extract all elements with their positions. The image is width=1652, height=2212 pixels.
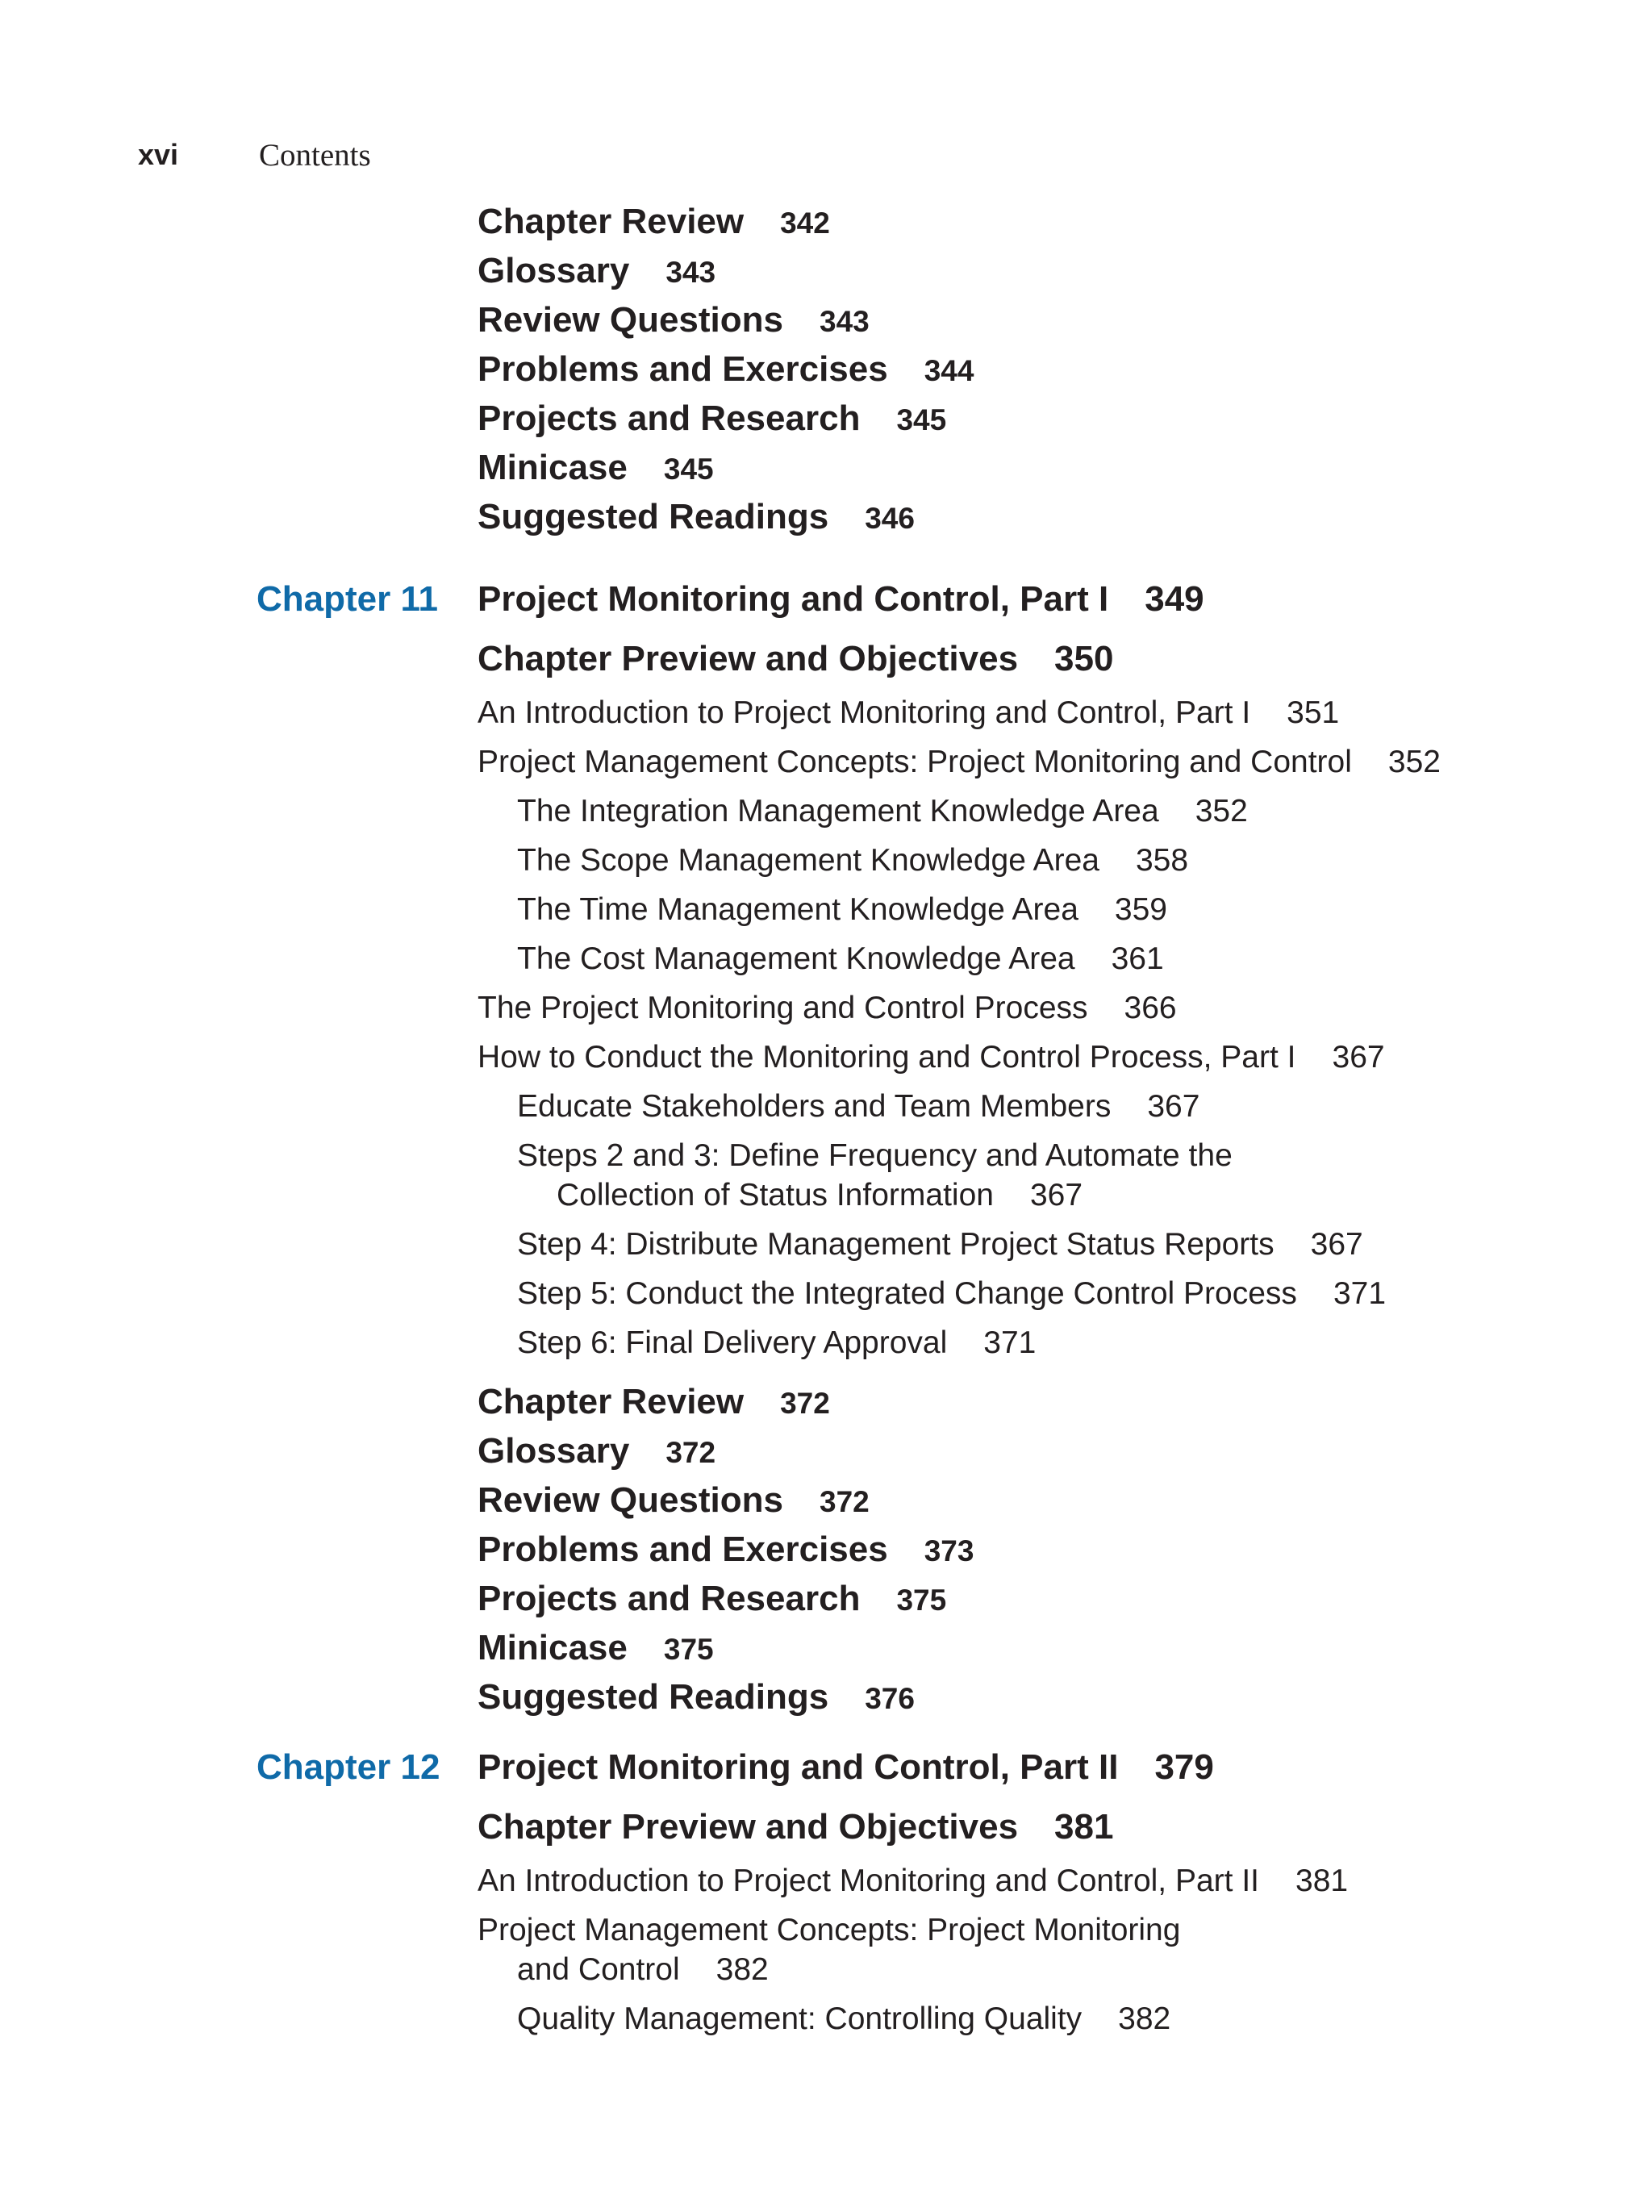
toc-entry-page: 373	[924, 1534, 974, 1567]
toc-section-continuation[interactable]	[517, 1952, 769, 1988]
chapter-title-entry[interactable]	[478, 1747, 1214, 1788]
toc-entry-title: Chapter Review	[478, 202, 745, 241]
toc-subsection[interactable]	[517, 1227, 1363, 1263]
toc-entry-title: Glossary	[478, 251, 630, 290]
toc-entry[interactable]	[478, 251, 715, 291]
toc-entry[interactable]	[478, 202, 830, 242]
toc-entry[interactable]	[478, 639, 1113, 679]
toc-entry-page: 345	[663, 453, 714, 486]
toc-entry-title: Problems and Exercises	[478, 349, 888, 389]
toc-subsection-title: Collection of Status Information	[557, 1178, 994, 1212]
toc-entry-page: 372	[665, 1436, 716, 1469]
toc-subsection-page: 367	[1029, 1178, 1083, 1212]
toc-section[interactable]	[478, 1913, 1180, 1948]
toc-entry-page: 345	[896, 403, 947, 436]
toc-section-page: 381	[1295, 1864, 1349, 1898]
toc-subsection-page: 359	[1114, 892, 1167, 927]
toc-subsection-page: 352	[1195, 794, 1248, 828]
toc-entry[interactable]	[478, 1677, 915, 1717]
toc-entry-page: 343	[820, 305, 870, 338]
toc-subsection[interactable]	[517, 1325, 1036, 1361]
page-folio: xvi	[138, 138, 179, 171]
toc-subsection-page: 367	[1310, 1227, 1363, 1262]
toc-section-page: 352	[1387, 745, 1441, 779]
toc-subsection-page: 358	[1135, 843, 1189, 878]
toc-subsection-page: 367	[1147, 1089, 1200, 1124]
toc-section-title: An Introduction to Project Monitoring and Control, Part I	[478, 695, 1251, 730]
toc-section-title: An Introduction to Project Monitoring and Control, Part II	[478, 1864, 1260, 1898]
toc-subsection-page: 371	[1333, 1276, 1387, 1311]
chapter-label: Chapter 12	[257, 1747, 440, 1787]
toc-subsection-continuation[interactable]	[557, 1178, 1083, 1213]
toc-entry-page: 381	[1054, 1807, 1114, 1847]
toc-subsection-title: The Integration Management Knowledge Area	[517, 794, 1159, 828]
toc-section-title: The Project Monitoring and Control Process	[478, 991, 1088, 1025]
toc-section-title: Project Management Concepts: Project Monitoring and Control	[478, 745, 1352, 779]
toc-entry-page: 376	[865, 1682, 915, 1715]
toc-entry[interactable]	[478, 497, 915, 537]
toc-subsection[interactable]	[517, 892, 1167, 928]
toc-subsection-title: Educate Stakeholders and Team Members	[517, 1089, 1112, 1124]
toc-subsection[interactable]	[517, 1276, 1386, 1312]
toc-entry-title: Chapter Preview and Objectives	[478, 1807, 1019, 1847]
toc-entry-title: Minicase	[478, 448, 628, 487]
toc-subsection[interactable]	[517, 1138, 1233, 1174]
toc-entry-title: Projects and Research	[478, 399, 861, 438]
toc-entry[interactable]	[478, 1807, 1113, 1847]
toc-subsection-title: Step 6: Final Delivery Approval	[517, 1325, 948, 1360]
toc-entry-title: Suggested Readings	[478, 1677, 829, 1717]
toc-section-title: How to Conduct the Monitoring and Control Process, Part I	[478, 1040, 1296, 1075]
toc-subsection[interactable]	[517, 941, 1164, 977]
toc-section-page: 382	[715, 1952, 769, 1987]
chapter-page: 349	[1145, 579, 1204, 619]
chapter-page: 379	[1154, 1747, 1214, 1787]
toc-subsection[interactable]	[517, 843, 1188, 879]
toc-section-page: 367	[1332, 1040, 1385, 1075]
toc-entry-title: Minicase	[478, 1628, 628, 1667]
toc-subsection-title: The Scope Management Knowledge Area	[517, 843, 1099, 878]
toc-entry-title: Chapter Review	[478, 1382, 745, 1421]
toc-subsection-title: Quality Management: Controlling Quality	[517, 2001, 1083, 2036]
toc-entry-page: 372	[780, 1387, 830, 1420]
toc-entry-title: Chapter Preview and Objectives	[478, 639, 1019, 678]
toc-entry[interactable]	[478, 448, 714, 488]
toc-subsection[interactable]	[517, 2001, 1170, 2037]
toc-entry-page: 372	[820, 1485, 870, 1518]
toc-entry-page: 346	[865, 502, 915, 535]
toc-section[interactable]	[478, 745, 1441, 780]
toc-entry-title: Problems and Exercises	[478, 1530, 888, 1569]
toc-subsection-title: The Cost Management Knowledge Area	[517, 941, 1075, 976]
toc-subsection[interactable]	[517, 794, 1248, 829]
running-head-title: Contents	[259, 137, 371, 173]
chapter-title: Project Monitoring and Control, Part I	[478, 579, 1109, 619]
toc-entry-title: Projects and Research	[478, 1579, 861, 1618]
toc-subsection-page: 382	[1118, 2001, 1171, 2036]
toc-section-page: 351	[1287, 695, 1340, 730]
toc-entry-title: Review Questions	[478, 300, 784, 340]
toc-entry-title: Suggested Readings	[478, 497, 829, 536]
toc-subsection-title: The Time Management Knowledge Area	[517, 892, 1078, 927]
toc-section[interactable]	[478, 991, 1177, 1026]
toc-entry[interactable]	[478, 1530, 974, 1570]
toc-entry[interactable]	[478, 1431, 715, 1471]
toc-subsection-title: Step 5: Conduct the Integrated Change Control Process	[517, 1276, 1297, 1311]
toc-subsection-title: Steps 2 and 3: Define Frequency and Automate the	[517, 1138, 1233, 1173]
toc-subsection-page: 361	[1111, 941, 1164, 976]
toc-entry-page: 342	[780, 207, 830, 240]
toc-entry[interactable]	[478, 1382, 830, 1422]
toc-entry[interactable]	[478, 300, 870, 340]
toc-section-title: and Control	[517, 1952, 680, 1987]
toc-section-page: 366	[1124, 991, 1177, 1025]
toc-subsection[interactable]	[517, 1089, 1199, 1125]
toc-subsection-title: Step 4: Distribute Management Project Status Reports	[517, 1227, 1274, 1262]
toc-subsection-page: 371	[983, 1325, 1037, 1360]
toc-entry[interactable]	[478, 399, 946, 439]
toc-entry[interactable]	[478, 349, 974, 390]
chapter-title-entry[interactable]	[478, 579, 1204, 620]
toc-section[interactable]	[478, 1864, 1348, 1899]
chapter-label: Chapter 11	[257, 579, 438, 619]
toc-entry-page: 343	[665, 256, 716, 289]
chapter-title: Project Monitoring and Control, Part II	[478, 1747, 1119, 1787]
toc-entry-page: 375	[896, 1584, 947, 1617]
toc-entry[interactable]	[478, 1480, 870, 1521]
toc-section[interactable]	[478, 695, 1339, 731]
toc-entry[interactable]	[478, 1579, 946, 1619]
toc-section-title: Project Management Concepts: Project Monitoring	[478, 1913, 1181, 1947]
toc-entry-page: 350	[1054, 639, 1114, 678]
toc-entry[interactable]	[478, 1628, 714, 1668]
toc-entry-title: Glossary	[478, 1431, 630, 1471]
toc-entry-title: Review Questions	[478, 1480, 784, 1520]
toc-entry-page: 344	[924, 354, 974, 387]
toc-section[interactable]	[478, 1040, 1385, 1075]
toc-entry-page: 375	[663, 1633, 714, 1666]
